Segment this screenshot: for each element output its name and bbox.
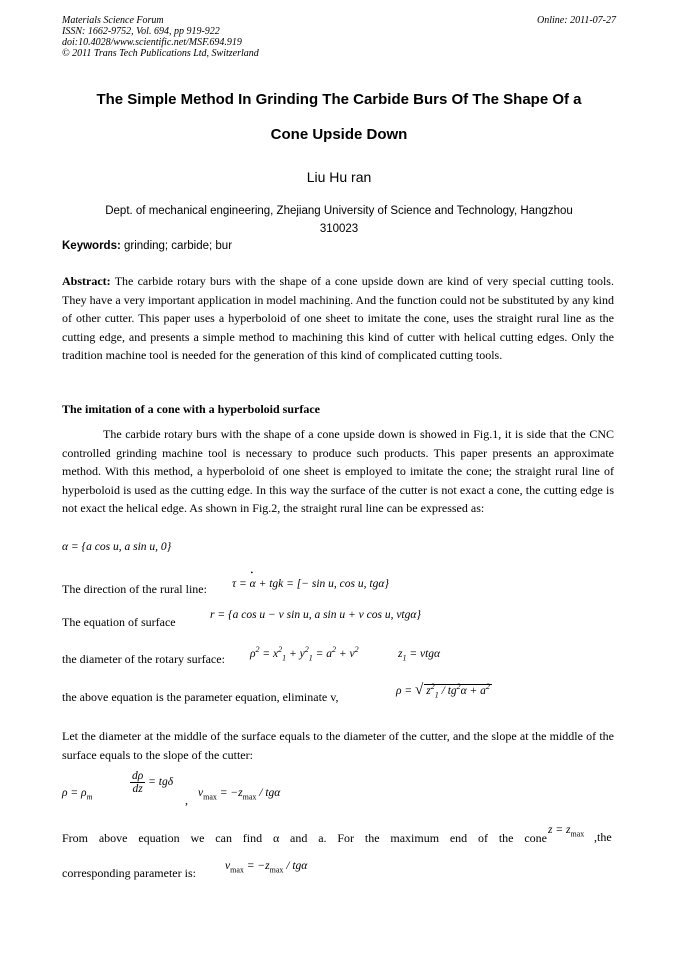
equation-rho-m [62, 787, 93, 802]
eq-part: = a [312, 648, 333, 660]
eq-part: = x [259, 648, 279, 660]
direction-eq-alpha: • α [250, 578, 256, 590]
eq-sup: 2 [278, 645, 283, 655]
keywords-label: Keywords: [62, 240, 121, 252]
affiliation-line-1: Dept. of mechanical engineering, Zhejiang University of Science and Technology, Hangzhou [105, 205, 573, 217]
equation-zmax [548, 824, 585, 839]
direction-eq-rhs: + tgk = [− sin u, cos u, tgα} [255, 578, 389, 590]
middle-condition-text: Let the diameter at the middle of the surface equals to the diameter of the cutter, and the slope at the middle of the surface equals to the slope of the cutter: [62, 729, 614, 762]
eq-part: + y [286, 648, 305, 660]
keywords [62, 239, 232, 253]
equation-surface: r = {a cos u − v sin u, a sin u + v cos u, vtgα} [210, 609, 421, 621]
eq-v: v [225, 860, 231, 872]
fraction-numerator: dρ [132, 770, 144, 782]
equation-rural-line: α = {a cos u, a sin u, 0} [62, 541, 172, 553]
surface-label: The equation of surface [62, 615, 176, 629]
the-text: ,the [594, 830, 612, 844]
fraction [130, 770, 145, 795]
eq-part: ρ = [396, 685, 416, 697]
equation-rho [396, 682, 492, 699]
eq-part: z = z [548, 824, 571, 836]
journal-header [62, 15, 616, 59]
diameter-label: the diameter of the rotary surface: [62, 652, 225, 666]
eq-part: / tg [438, 685, 457, 697]
paper-title-line-2: Cone Upside Down [270, 126, 408, 143]
equation-direction [232, 578, 389, 590]
eq-sup: 2 [456, 682, 461, 692]
journal-name: Materials Science Forum [62, 15, 164, 26]
equation-slope [130, 770, 173, 795]
direction-label: The direction of the rural line: [62, 582, 207, 596]
equation-z1 [398, 648, 441, 663]
eq-z: z [398, 648, 403, 660]
equation-vmax-2 [225, 860, 308, 875]
eq-sub: 1 [402, 653, 407, 663]
eq-sup: 2 [332, 645, 337, 655]
author: Liu Hu ran [306, 169, 372, 185]
sqrt-body [424, 682, 492, 700]
equation-diameter [250, 645, 359, 663]
abstract-label: Abstract: [62, 274, 111, 288]
issn: ISSN: 1662-9752, Vol. 694, pp 919-922 [62, 26, 220, 37]
eq-sup: 2 [255, 645, 260, 655]
section-body: The carbide rotary burs with the shape of a cone upside down is showed in Fig.1, it is side that the CNC controlled grinding machine tool is necessary to produce such products. This paper presents an approximate method. With this method, a hyperboloid of one sheet is employed to imitate the cone; the straight rural line of hyperboloid is used as the cutting edge. In this way the surface of the cutter is not exact a cone, the cutting edge is not exact the helical edge. As shown in Fig.2, the straight rural line can be expressed as: [62, 427, 614, 516]
eq-sub: 1 [434, 690, 439, 700]
eq-sub: m [86, 792, 93, 802]
abstract [62, 272, 614, 365]
sqrt-sign: √ [415, 682, 424, 698]
eq-part: = vtgα [406, 648, 441, 660]
eq-part: = −z [216, 787, 243, 799]
fraction-denominator: dz [132, 783, 143, 795]
eq-part: α + a [460, 685, 486, 697]
corresponding-label: corresponding parameter is: [62, 866, 196, 880]
online-date: Online: 2011-07-27 [537, 15, 616, 26]
eq-part: ρ = ρ [62, 787, 87, 799]
eq-sub: max [203, 792, 217, 802]
doi: doi:10.4028/www.scientific.net/MSF.694.919 [62, 37, 242, 48]
eq-sup: 2 [430, 682, 435, 692]
eq-sup: 2 [354, 645, 359, 655]
comma: , [185, 793, 188, 807]
eq-sup: 2 [485, 682, 490, 692]
eq-part: = −z [243, 860, 270, 872]
equation-vmax [198, 787, 281, 802]
eq-sub: max [570, 829, 585, 839]
paper-title-line-1: The Simple Method In Grinding The Carbide Burs Of The Shape Of a [96, 91, 582, 108]
eq-part: + v [336, 648, 355, 660]
eq-v: v [198, 787, 204, 799]
eq-sub: max [242, 792, 257, 802]
eq-sub: max [269, 865, 284, 875]
eq-sub: max [230, 865, 244, 875]
eq-part: = tgδ [145, 776, 174, 789]
parameter-label: the above equation is the parameter equation, eliminate v, [62, 690, 339, 704]
from-text: From above equation we can find α and a. For the maximum end of the cone [62, 831, 547, 845]
copyright: © 2011 Trans Tech Publications Ltd, Switzerland [62, 48, 259, 59]
eq-sup: 2 [304, 645, 309, 655]
eq-sub: 1 [282, 653, 287, 663]
direction-eq-lhs: τ = [232, 578, 250, 590]
eq-part: / tgα [256, 787, 281, 799]
section-title: The imitation of a cone with a hyperboloid surface [62, 402, 320, 416]
eq-z: z [426, 685, 431, 697]
abstract-text: The carbide rotary burs with the shape of a cone upside down are kind of very special cutting tools. They have a very important application in model machining. And the function could not be substituted by any kind of other cutter. This paper uses a hyperboloid of one sheet to imitate the cone, uses the straight rural line as the cutting edge, and presents a simple method to machining this kind of cutter with helical cutting edges. Only the tradition machine tool is needed for the generation of this kind of complicated cutting tools. [62, 274, 614, 363]
keywords-text: grinding; carbide; bur [124, 240, 233, 252]
eq-part: / tgα [283, 860, 308, 872]
eq-rho: ρ [250, 648, 256, 660]
eq-sub: 1 [308, 653, 313, 663]
affiliation-line-2: 310023 [319, 223, 359, 235]
